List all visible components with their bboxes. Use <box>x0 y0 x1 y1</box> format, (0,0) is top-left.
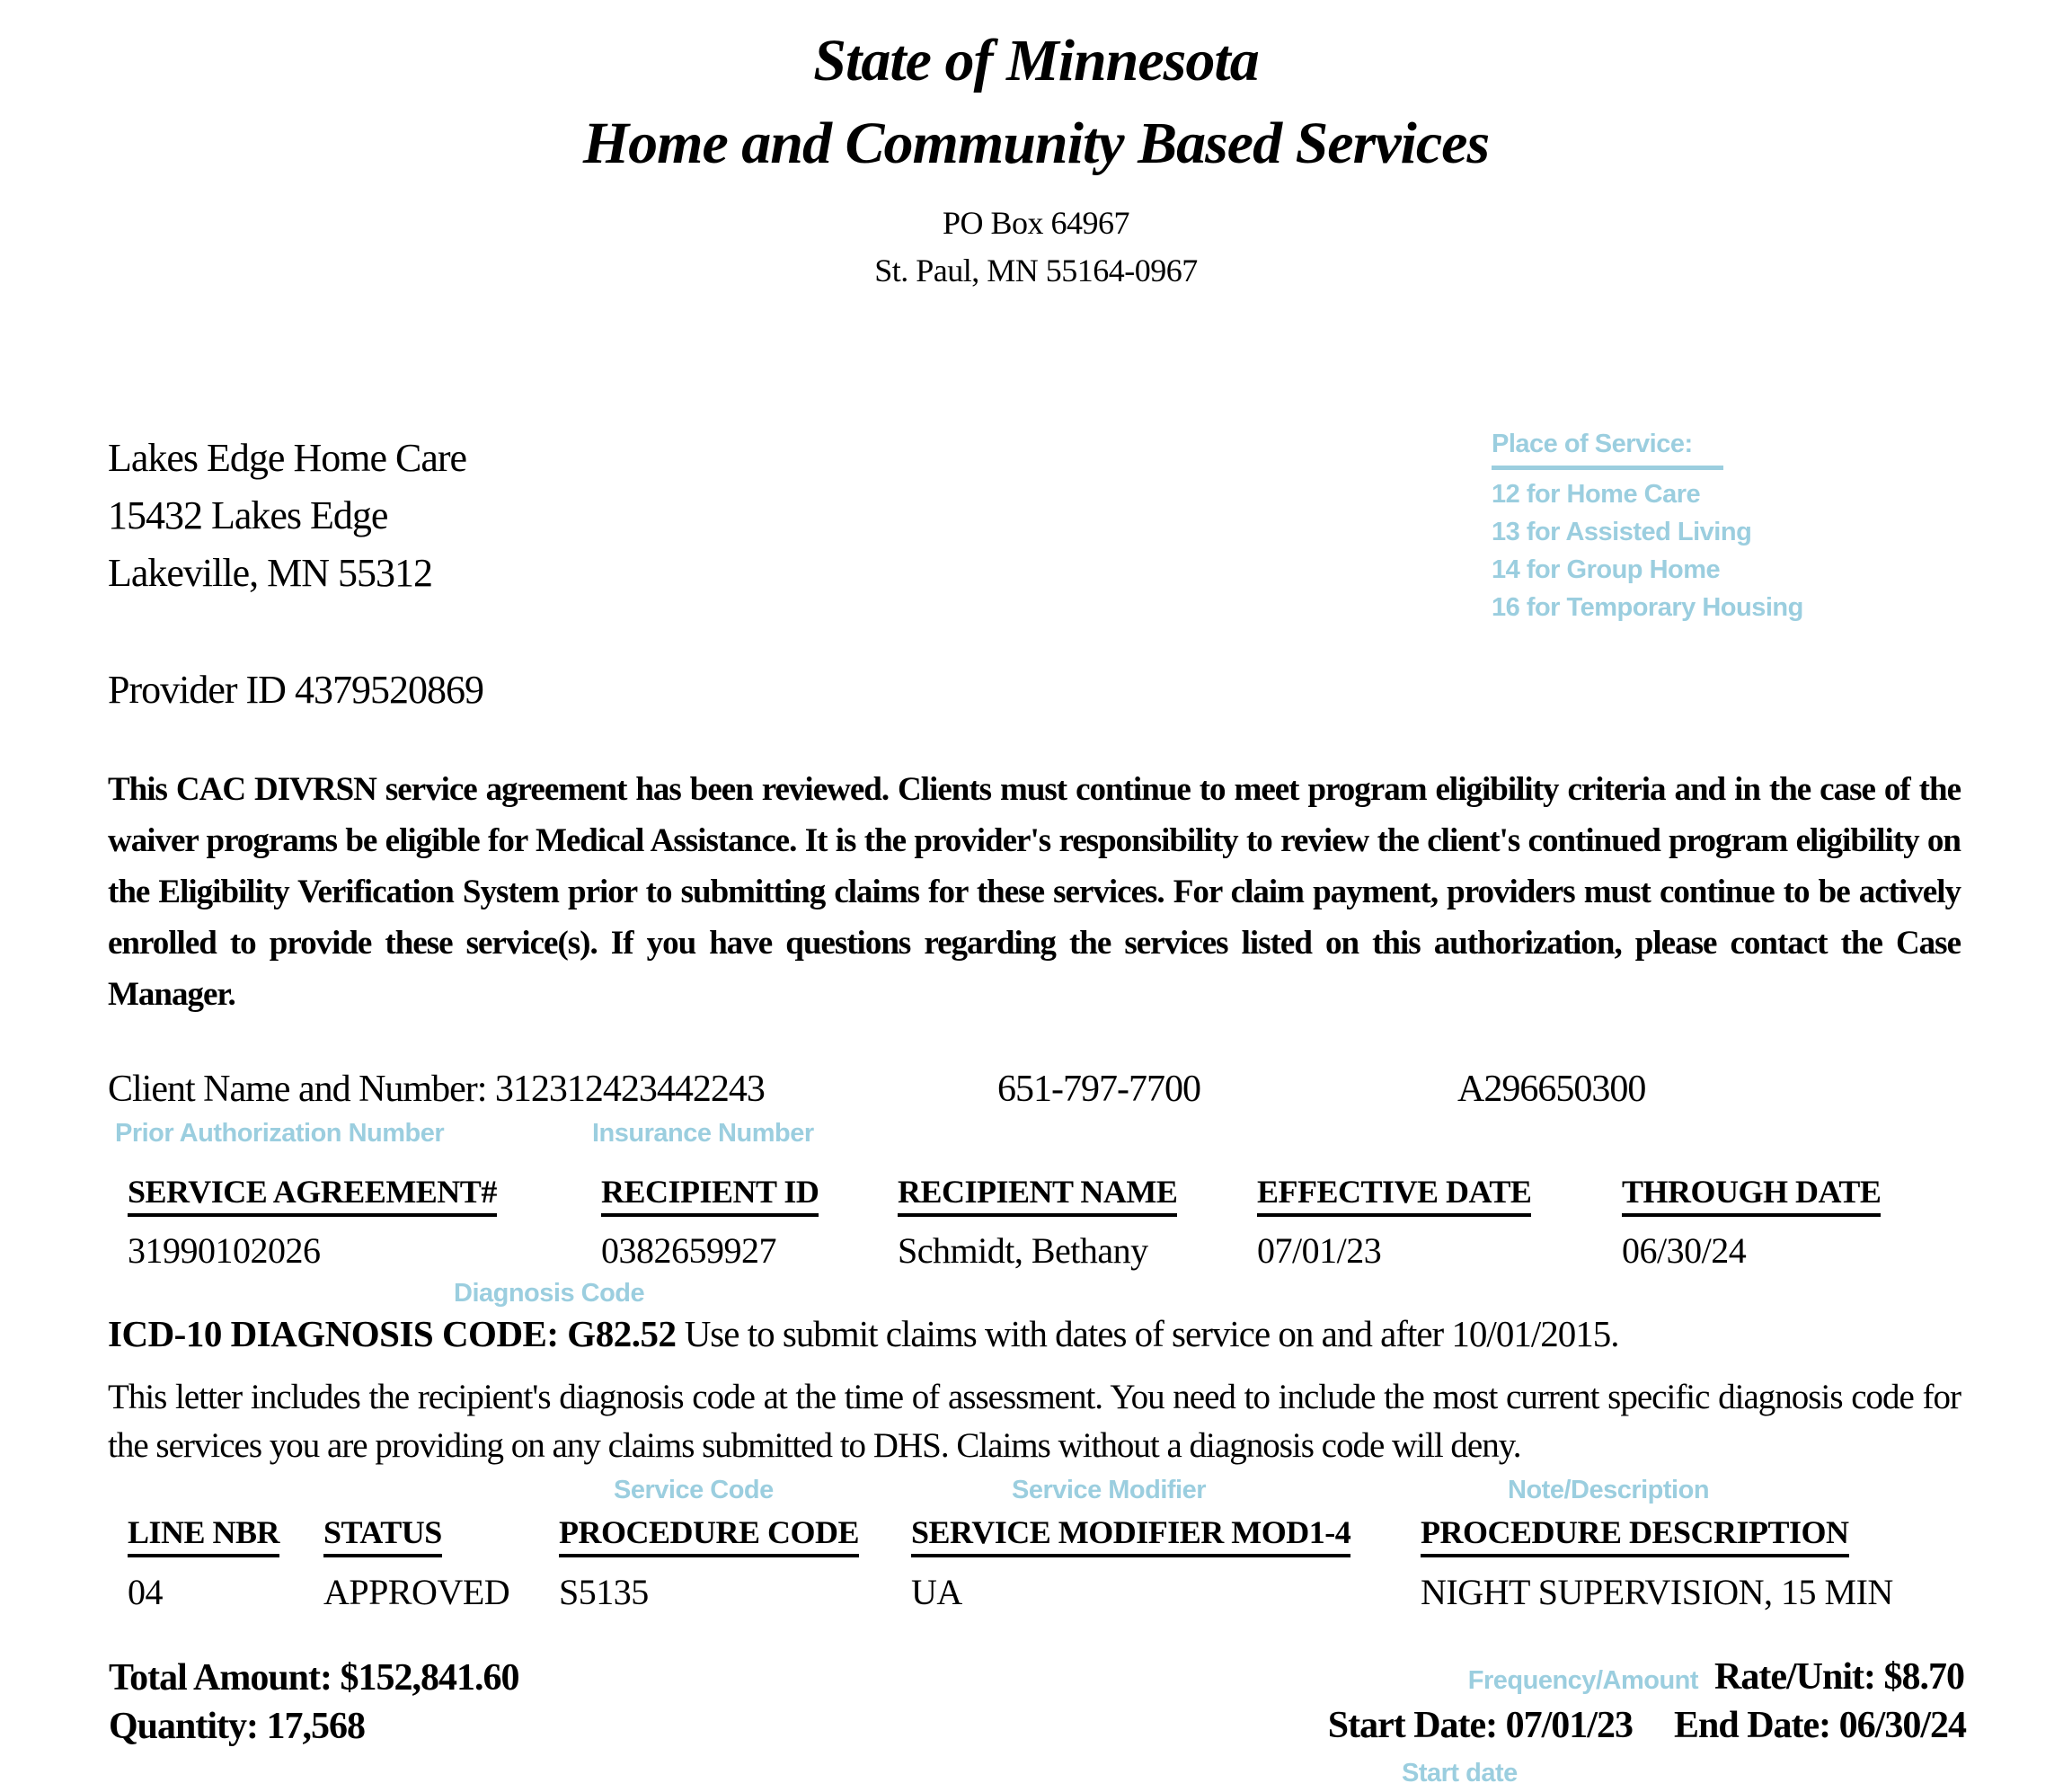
header-recipient-name: RECIPIENT NAME <box>898 1173 1177 1217</box>
service-code-annotation: Service Code <box>614 1476 774 1504</box>
client-name-and-number: Client Name and Number: 312312423442243 <box>108 1069 765 1110</box>
header-line-nbr: LINE NBR <box>128 1513 279 1557</box>
client-id: A296650300 <box>1457 1069 1646 1110</box>
place-of-service-item-13: 13 for Assisted Living <box>1492 518 1752 546</box>
letterhead <box>0 20 2072 295</box>
value-through-date: 06/30/24 <box>1622 1230 1747 1271</box>
city-state-zip-line: St. Paul, MN 55164-0967 <box>874 253 1198 288</box>
provider-id: Provider ID 4379520869 <box>108 668 483 712</box>
rate-unit: Rate/Unit: $8.70 <box>1714 1656 1964 1698</box>
icd10-code: ICD-10 DIAGNOSIS CODE: G82.52 <box>108 1313 677 1354</box>
header-service-modifier-mod1-4: SERVICE MODIFIER MOD1-4 <box>911 1513 1350 1557</box>
header-service-agreement: SERVICE AGREEMENT# <box>128 1173 497 1217</box>
agreement-review-paragraph: This CAC DIVRSN service agreement has been reviewed. Clients must continue to meet program eligibility criteria and in the case of the waiver programs be eligible for Medical Assistance. It is the provider's responsibility to review the client's continued program eligibility on the Eligibility Verification System prior to submitting claims for these services. For claim payment, providers must continue to be actively enrolled to provide these service(s). If you have questions regarding the services listed on this authorization, please contact the Case Manager. <box>108 771 1961 1013</box>
client-phone: 651-797-7700 <box>997 1069 1200 1110</box>
document-title-line2: Home and Community Based Services <box>582 111 1490 176</box>
icd10-instructions: Use to submit claims with dates of service on and after 10/01/2015. <box>676 1313 1619 1354</box>
diagnosis-code-annotation: Diagnosis Code <box>454 1279 645 1308</box>
start-date: Start Date: 07/01/23 <box>1327 1705 1633 1746</box>
value-procedure-description: NIGHT SUPERVISION, 15 MIN <box>1421 1572 1893 1612</box>
header-procedure-code: PROCEDURE CODE <box>559 1513 859 1557</box>
insurance-number-annotation: Insurance Number <box>592 1119 814 1148</box>
service-modifier-annotation: Service Modifier <box>1012 1476 1207 1504</box>
place-of-service-item-12: 12 for Home Care <box>1492 480 1701 509</box>
header-through-date: THROUGH DATE <box>1622 1173 1881 1217</box>
place-of-service-annotation <box>1492 428 1803 626</box>
value-effective-date: 07/01/23 <box>1257 1230 1382 1271</box>
place-of-service-item-16: 16 for Temporary Housing <box>1492 593 1803 622</box>
provider-street: 15432 Lakes Edge <box>108 493 388 537</box>
frequency-amount-annotation: Frequency/Amount <box>1467 1666 1699 1695</box>
value-service-agreement-number: 31990102026 <box>128 1230 321 1271</box>
value-recipient-name: Schmidt, Bethany <box>898 1230 1148 1271</box>
value-recipient-id: 0382659927 <box>601 1230 776 1271</box>
note-description-annotation: Note/Description <box>1508 1476 1710 1504</box>
value-status: APPROVED <box>323 1572 510 1612</box>
header-recipient-id: RECIPIENT ID <box>601 1173 819 1217</box>
start-date-annotation: Start date <box>1402 1759 1518 1788</box>
value-service-modifier: UA <box>911 1572 962 1612</box>
header-status: STATUS <box>323 1513 442 1557</box>
value-line-nbr: 04 <box>128 1572 163 1612</box>
dates-row <box>1328 1704 1966 1747</box>
icd10-diagnosis-line <box>108 1312 1618 1355</box>
end-date: End Date: 06/30/24 <box>1673 1705 1966 1746</box>
place-of-service-title: Place of Service: <box>1492 428 1723 470</box>
document-title-line1: State of Minnesota <box>813 28 1259 93</box>
totals-block <box>109 1654 519 1751</box>
total-amount: Total Amount: $152,841.60 <box>109 1657 519 1699</box>
header-effective-date: EFFECTIVE DATE <box>1257 1173 1531 1217</box>
provider-address-block <box>108 430 466 602</box>
quantity: Quantity: 17,568 <box>109 1706 366 1747</box>
diagnosis-letter-paragraph: This letter includes the recipient's diagnosis code at the time of assessment. You need to include the most current specific diagnosis code for the services you are providing on any claims submitted to DHS. Claims without a diagnosis code will deny. <box>108 1378 1961 1465</box>
header-procedure-description: PROCEDURE DESCRIPTION <box>1421 1513 1849 1557</box>
rate-row <box>1468 1655 1964 1699</box>
place-of-service-item-14: 14 for Group Home <box>1492 555 1721 584</box>
prior-authorization-number-annotation: Prior Authorization Number <box>115 1119 445 1148</box>
provider-city-state-zip: Lakeville, MN 55312 <box>108 551 433 595</box>
letterhead-address <box>0 200 2072 295</box>
provider-name: Lakes Edge Home Care <box>108 436 467 480</box>
po-box-line: PO Box 64967 <box>942 205 1130 241</box>
value-procedure-code: S5135 <box>559 1572 649 1612</box>
